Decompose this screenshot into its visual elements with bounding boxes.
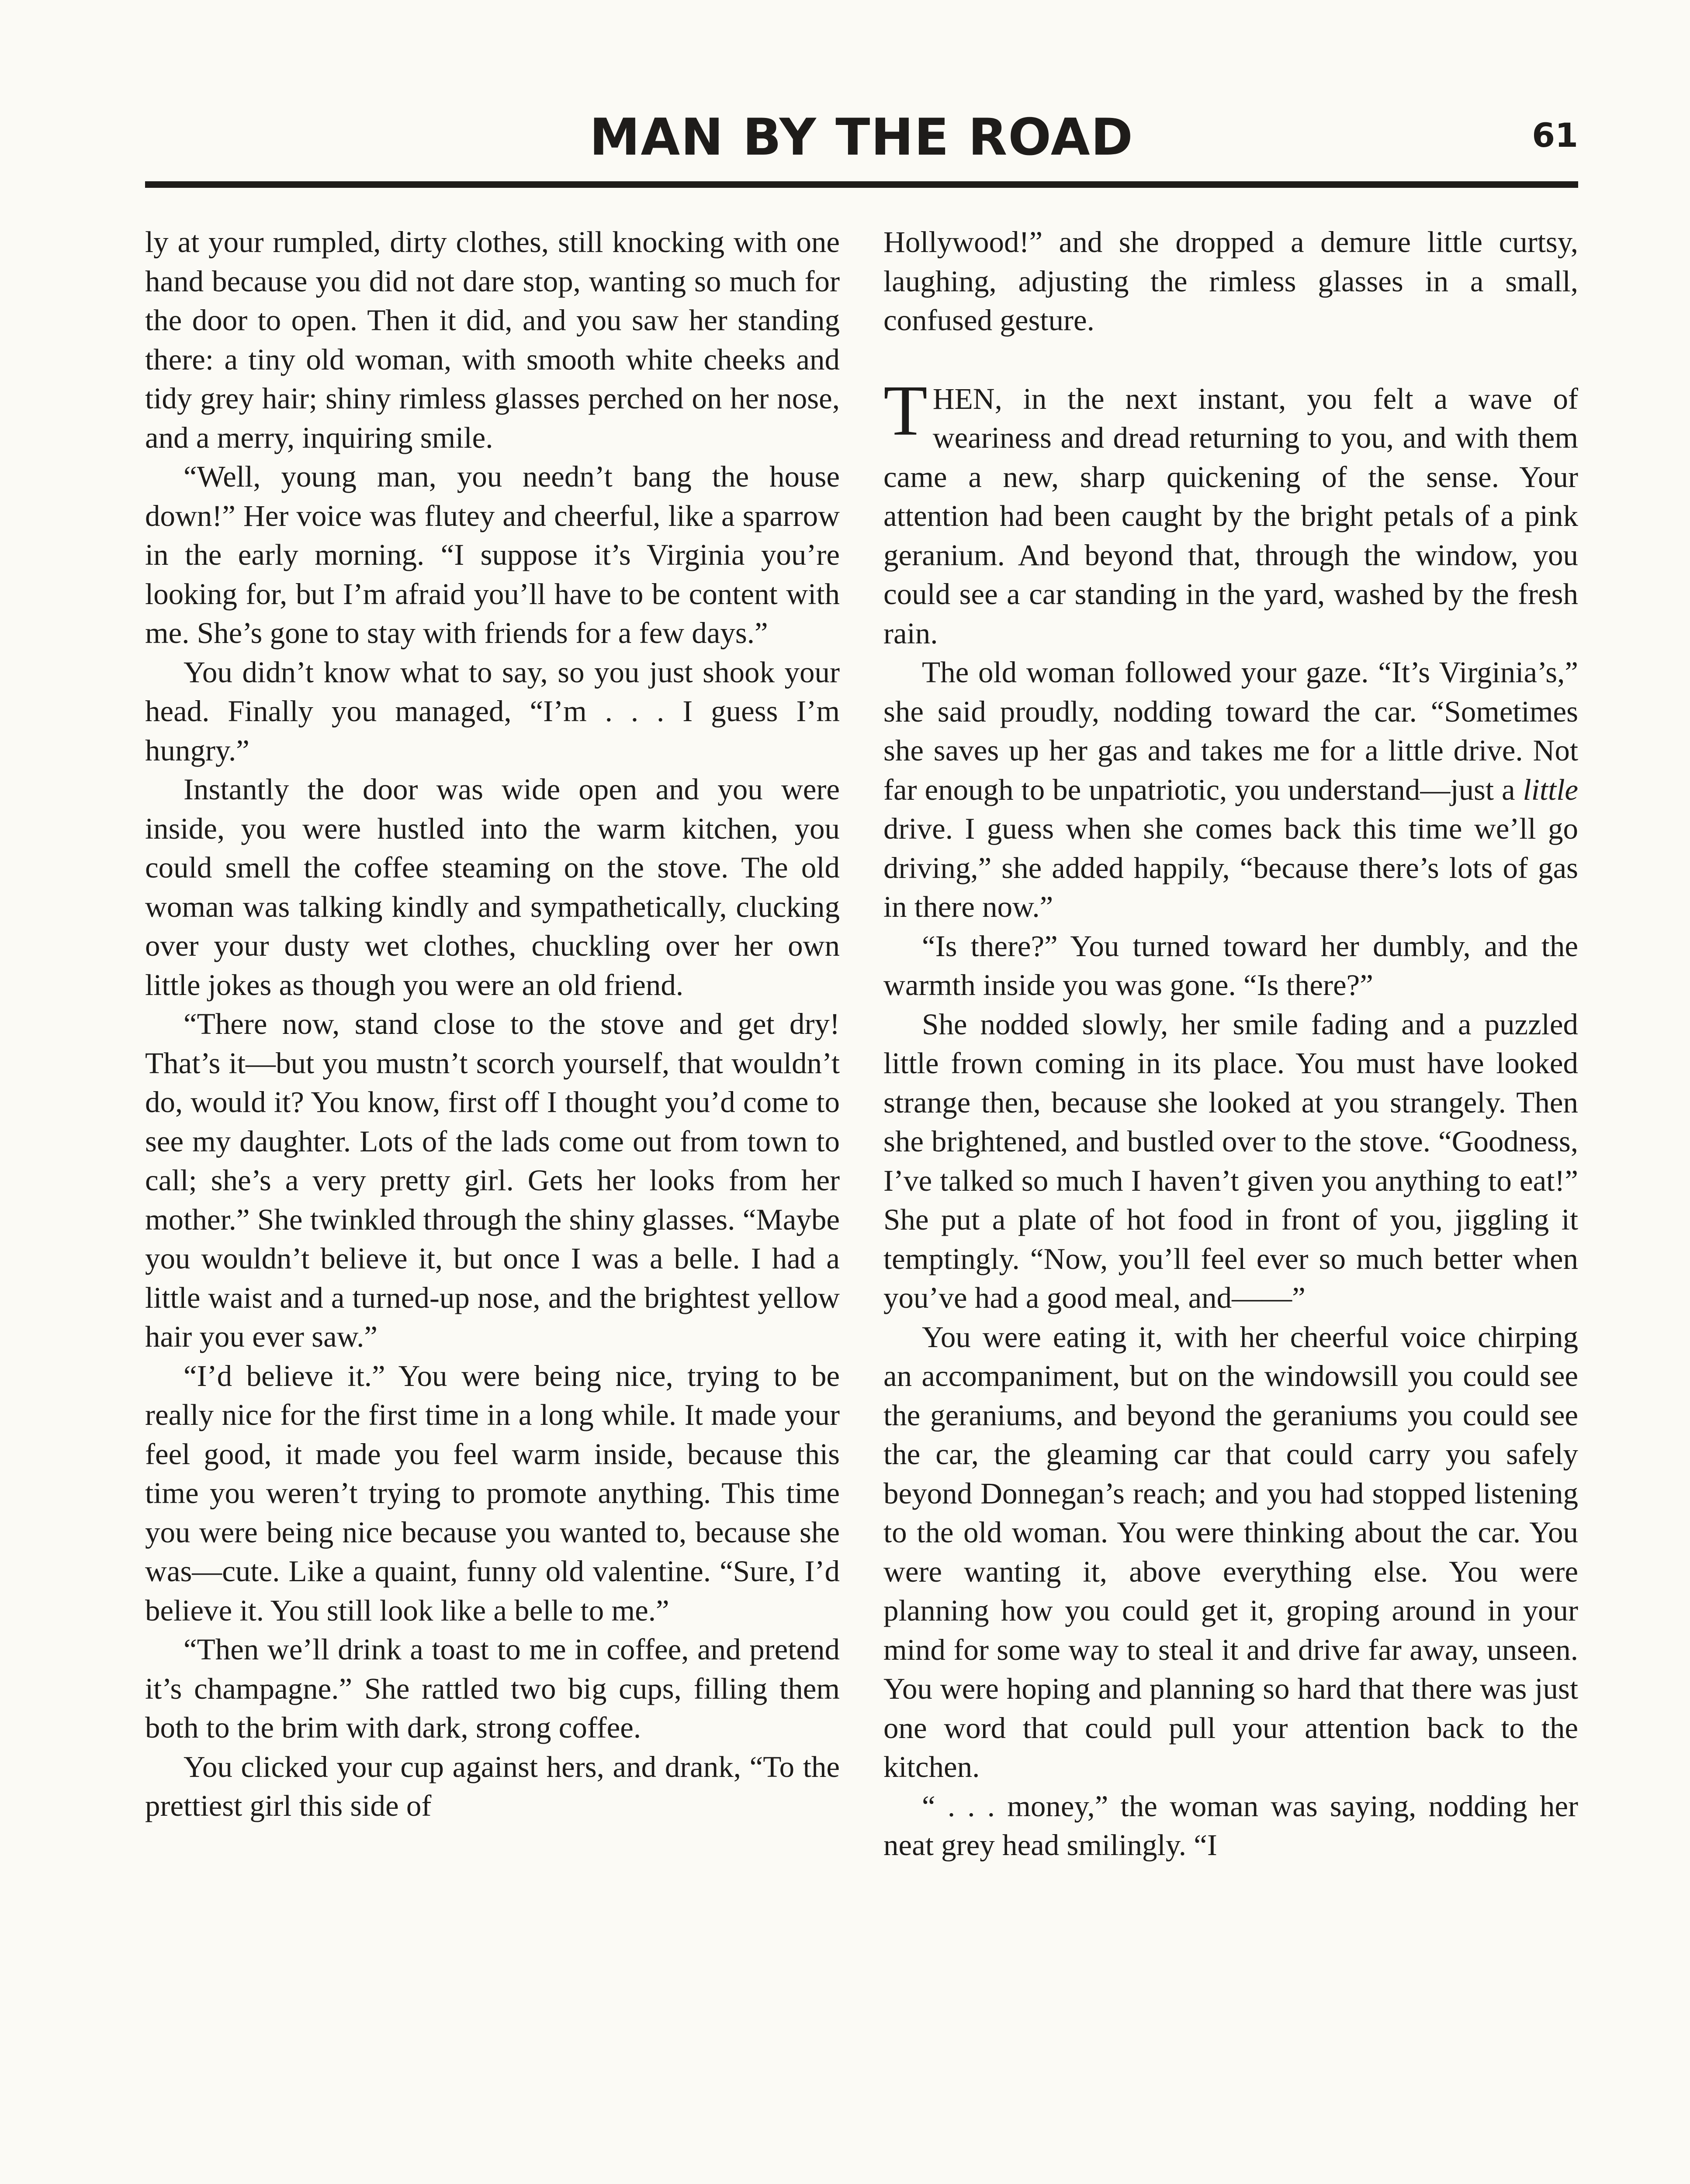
paragraph-text: The old woman followed your gaze. “It’s Virginia’s,” she said proudly, nodding toward the car. “Sometimes she saves up her gas and takes me for a little drive. Not far enough to be unpatriotic, you understand—just a: [883, 656, 1578, 806]
paragraph-text: drive. I guess when she comes back this time we’ll go driving,” she added happily, “because there’s lots of gas in there now.”: [883, 812, 1578, 923]
emphasis-text: little: [1523, 773, 1579, 806]
paragraph: “Is there?” You turned toward her dumbly, and the warmth inside you was gone. “Is there?”: [883, 929, 1578, 1002]
paragraph: “ . . . money,” the woman was saying, nodding her neat grey head smilingly. “I: [883, 1789, 1578, 1862]
paragraph: “I’d believe it.” You were being nice, trying to be really nice for the first time in a long while. It made your feel good, it made you feel warm inside, because this time you weren’t trying to promote anything. This time you were being nice because you wanted to, because she was—cute. Like a quaint, funny old valentine. “Sure, I’d believe it. You still look like a belle to me.”: [145, 1359, 840, 1627]
drop-cap-paragraph-text: HEN, in the next instant, you felt a wave of weariness and dread returning to you, and with them came a new, sharp quickening of the sense. Your attention had been caught by the bright petals of a pink geranium. And beyond that, through the window, you could see a car standing in the yard, washed by the fresh rain.: [883, 382, 1578, 650]
right-column: [883, 223, 1578, 1865]
paragraph: “Then we’ll drink a toast to me in coffee, and pretend it’s champagne.” She rattled two big cups, filling them both to the brim with dark, strong coffee.: [145, 1633, 840, 1744]
paragraph: [883, 653, 1578, 927]
paragraph: Instantly the door was wide open and you were inside, you were hustled into the warm kitchen, you could smell the coffee steaming on the stove. The old woman was talking kindly and sympathetically, clucking over your dusty wet clothes, chuckling over her own little jokes as though you were an old friend.: [145, 773, 840, 1002]
paragraph: You didn’t know what to say, so you just shook your head. Finally you managed, “I’m . . . I guess I’m hungry.”: [145, 655, 840, 767]
paragraph: You were eating it, with her cheerful voice chirping an accompaniment, but on the windowsill you could see the geraniums, and beyond the geraniums you could see the car, the gleaming car that could carry you safely beyond Donnegan’s reach; and you had stopped listening to the old woman. You were thinking about the car. You were wanting it, above everything else. You were planning how you could get it, groping around in your mind for some way to steal it and drive far away, unseen. You were hoping and planning so hard that there was just one word that could pull your attention back to the kitchen.: [883, 1320, 1578, 1783]
drop-cap-letter: T: [883, 370, 928, 450]
left-column: [145, 223, 840, 1826]
paragraph: “Well, young man, you needn’t bang the house down!” Her voice was flutey and cheerful, like a sparrow in the early morning. “I suppose it’s Virginia you’re looking for, but I’m afraid you’ll have to be content with me. She’s gone to stay with friends for a few days.”: [145, 460, 840, 650]
paragraph: She nodded slowly, her smile fading and a puzzled little frown coming in its place. You must have looked strange then, because she looked at you strangely. Then she brightened, and bustled over to the stove. “Goodness, I’ve talked so much I haven’t given you anything to eat!” She put a plate of hot food in front of you, jiggling it temptingly. “Now, you’ll feel ever so much better when you’ve had a good meal, and——”: [883, 1007, 1578, 1314]
page-number: 61: [1532, 116, 1578, 155]
paragraph: “There now, stand close to the stove and get dry! That’s it—but you mustn’t scorch yourself, that wouldn’t do, would it? You know, first off I thought you’d come to see my daughter. Lots of the lads come out from town to call; she’s a very pretty girl. Gets her looks from her mother.” She twinkled through the shiny glasses. “Maybe you wouldn’t believe it, but once I was a belle. I had a little waist and a turned-up nose, and the brightest yellow hair you ever saw.”: [145, 1007, 840, 1353]
paragraph: ly at your rumpled, dirty clothes, still knocking with one hand because you did not dare stop, wanting so much for the door to open. Then it did, and you saw her standing there: a tiny old woman, with smooth white cheeks and tidy grey hair; shiny rimless glasses perched on her nose, and a merry, inquiring smile.: [145, 225, 840, 454]
page-header: [145, 105, 1578, 170]
paragraph: You clicked your cup against hers, and drank, “To the prettiest girl this side of: [145, 1750, 840, 1822]
drop-cap-paragraph: [883, 370, 1578, 653]
paragraph: Hollywood!” and she dropped a demure little curtsy, laughing, adjusting the rimless glasses in a small, confused gesture.: [883, 225, 1578, 337]
header-rule: [145, 181, 1578, 188]
page-title: MAN BY THE ROAD: [589, 108, 1134, 167]
